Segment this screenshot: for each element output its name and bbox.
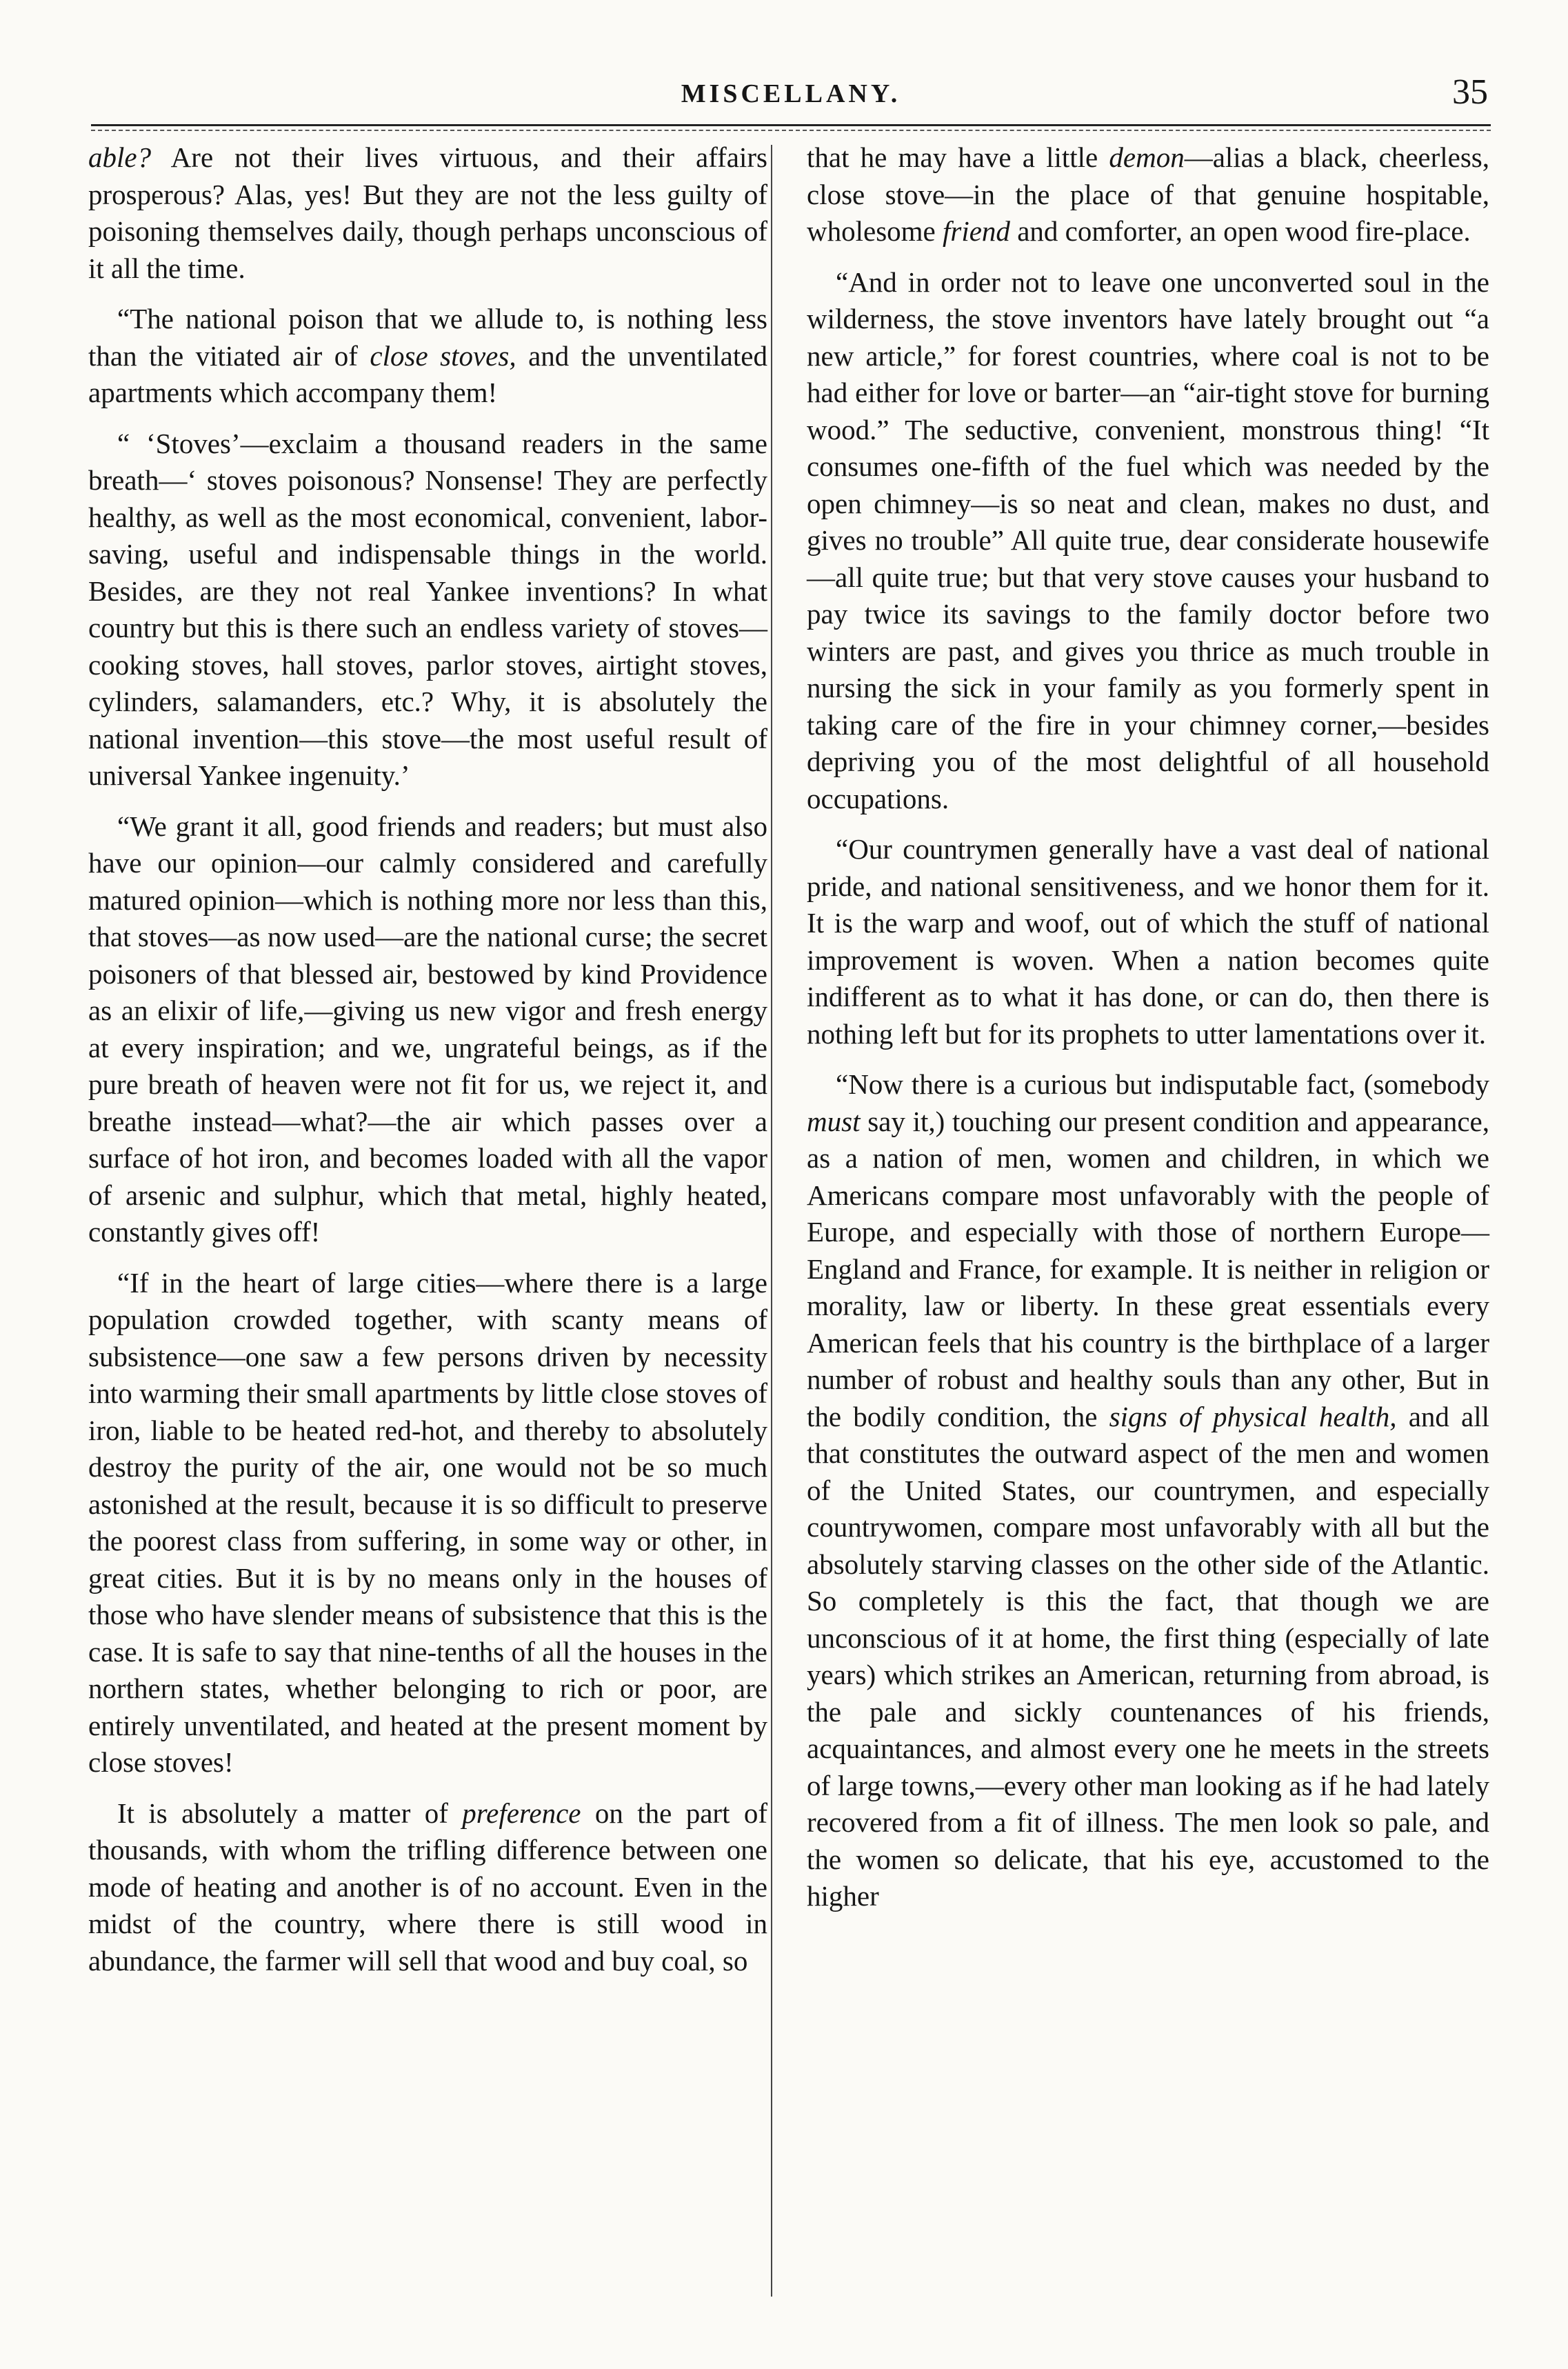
italic-text: friend bbox=[943, 215, 1010, 247]
paragraph bbox=[807, 139, 1489, 250]
text-run: say it,) touching our present condition and appearance, as a nation of men, women and children, in which we Americans compare most unfavorably with the people of Europe, and especially with those of northern Europe—England and France, for example. It is neither in religion or morality, law or liberty. In these great essentials every American feels that his country is the birthplace of a larger number of robust and healthy souls than any other, But in the bodily condition, the bbox=[807, 1105, 1489, 1432]
running-title: MISCELLANY. bbox=[681, 79, 901, 108]
text-run: that he may have a little bbox=[807, 141, 1109, 173]
italic-text: able? bbox=[88, 141, 152, 173]
text-run: “And in order not to leave one unconverted soul in the wilderness, the stove inventors have lately brought out “a new article,” for forest countries, where coal is not to be had either for love or barter—an “air-tight stove for burning wood.” The seductive, convenient, monstrous thing! “It consumes one-fifth of the fuel which was needed by the open chimney—is so neat and clean, makes no dust, and gives no trouble” All quite true, dear considerate housewife—all quite true; but that very stove causes your husband to pay twice its savings to the family doctor before two winters are past, and gives you thrice as much trouble in nursing the sick in your family as you formerly spent in taking care of the fire in your chimney corner,—besides depriving you of the most delightful of all household occupations. bbox=[807, 266, 1489, 814]
text-run: It is absolutely a matter of bbox=[117, 1797, 463, 1829]
text-run: “Now there is a curious but indisputable fact, (somebody bbox=[836, 1068, 1489, 1100]
italic-text: signs of physical health, bbox=[1109, 1400, 1397, 1432]
page-number: 35 bbox=[1452, 72, 1488, 112]
text-run: “ ‘Stoves’—exclaim a thousand readers in the same breath—‘ stoves poisonous? Nonsense! They are perfectly healthy, as well as the most economical, convenient, labor-saving, useful and indispensable things in the world. Besides, are they not real Yankee inventions? In what country but this is there such an endless variety of stoves—cooking stoves, hall stoves, parlor stoves, airtight stoves, cylinders, salamanders, etc.? Why, it is absolutely the national invention—this stove—the most useful result of universal Yankee ingenuity.’ bbox=[88, 427, 767, 791]
text-run: “If in the heart of large cities—where there is a large population crowded together, with scanty means of subsistence—one saw a few persons driven by necessity into warming their small apartments by little close stoves of iron, liable to be heated red-hot, and thereby to absolutely destroy the purity of the air, one would not be so much astonished at the result, because it is so difficult to preserve the poorest class from suffering, in some way or other, in great cities. But it is by no means only in the houses of those who have slender means of subsistence that this is the case. It is safe to say that nine-tenths of all the houses in the northern states, whether belonging to rich or poor, are entirely unventilated, and heated at the present moment by close stoves! bbox=[88, 1266, 767, 1778]
paragraph bbox=[88, 1265, 767, 1781]
header-rule-dashed bbox=[91, 130, 1491, 131]
italic-text: demon bbox=[1109, 141, 1185, 173]
paragraph bbox=[88, 426, 767, 794]
text-run: and all that constitutes the outward aspect of the men and women of the United States, our countrymen, and especially countrywomen, compare most unfavorably with all but the absolutely starving classes on the other side of the Atlantic. So completely is this the fact, that though we are unconscious of it at home, the first thing (especially of late years) which strikes an American, returning from abroad, is the pale and sickly countenances of his friends, acquaintances, and almost every one he meets in the streets of large towns,—every other man looking as if he had lately recovered from a fit of illness. The men look so pale, and the women so delicate, that his eye, accustomed to the higher bbox=[807, 1400, 1489, 1912]
paragraph bbox=[88, 301, 767, 412]
page-header bbox=[91, 72, 1491, 121]
italic-text: preference bbox=[462, 1797, 581, 1829]
text-run: Are not their lives virtuous, and their affairs prosperous? Alas, yes! But they are not the less guilty of poisoning themselves daily, though perhaps unconscious of it all the time. bbox=[88, 141, 767, 284]
column-divider bbox=[771, 145, 772, 2297]
paragraph bbox=[807, 831, 1489, 1052]
text-run: —alias a black, cheerless, close stove—in the place of that genuine hospitable, wholesome bbox=[807, 141, 1489, 247]
italic-text: close stoves, bbox=[370, 339, 516, 372]
paragraph bbox=[88, 1795, 767, 1980]
header-rule bbox=[91, 124, 1491, 126]
text-run: “Our countrymen generally have a vast deal of national pride, and national sensitiveness, and we honor them for it. It is the warp and woof, out of which the stuff of national improvement is woven. When a nation becomes quite indifferent as to what it has done, or can do, then there is nothing left but for its prophets to utter lamentations over it. bbox=[807, 833, 1489, 1050]
italic-text: must bbox=[807, 1105, 861, 1137]
text-run: and the unventilated apartments which accompany them! bbox=[88, 339, 767, 408]
paragraph bbox=[88, 808, 767, 1251]
text-run: “We grant it all, good friends and readers; but must also have our opinion—our calmly considered and carefully matured opinion—which is nothing more nor less than this, that stoves—as now used—are the national curse; the secret poisoners of that blessed air, bestowed by kind Providence as an elixir of life,—giving us new vigor and fresh energy at every inspiration; and we, ungrateful beings, as if the pure breath of heaven were not fit for us, we reject it, and breathe instead—what?—the air which passes over a surface of hot iron, and becomes loaded with all the vapor of arsenic and sulphur, which that metal, highly heated, constantly gives off! bbox=[88, 810, 767, 1248]
text-run: “The national poison that we allude to, is nothing less than the vitiated air of bbox=[88, 303, 767, 372]
paragraph bbox=[807, 1066, 1489, 1915]
paragraph bbox=[88, 139, 767, 287]
paragraph bbox=[807, 264, 1489, 818]
text-run: and comforter, an open wood fire-place. bbox=[1009, 215, 1471, 247]
text-run: on the part of thousands, with whom the trifling difference between one mode of heating and another is of no account. Even in the midst of the country, where there is still wood in abundance, the farmer will sell that wood and buy coal, so bbox=[88, 1797, 767, 1977]
left-column bbox=[88, 139, 767, 1993]
right-column bbox=[807, 139, 1489, 1929]
